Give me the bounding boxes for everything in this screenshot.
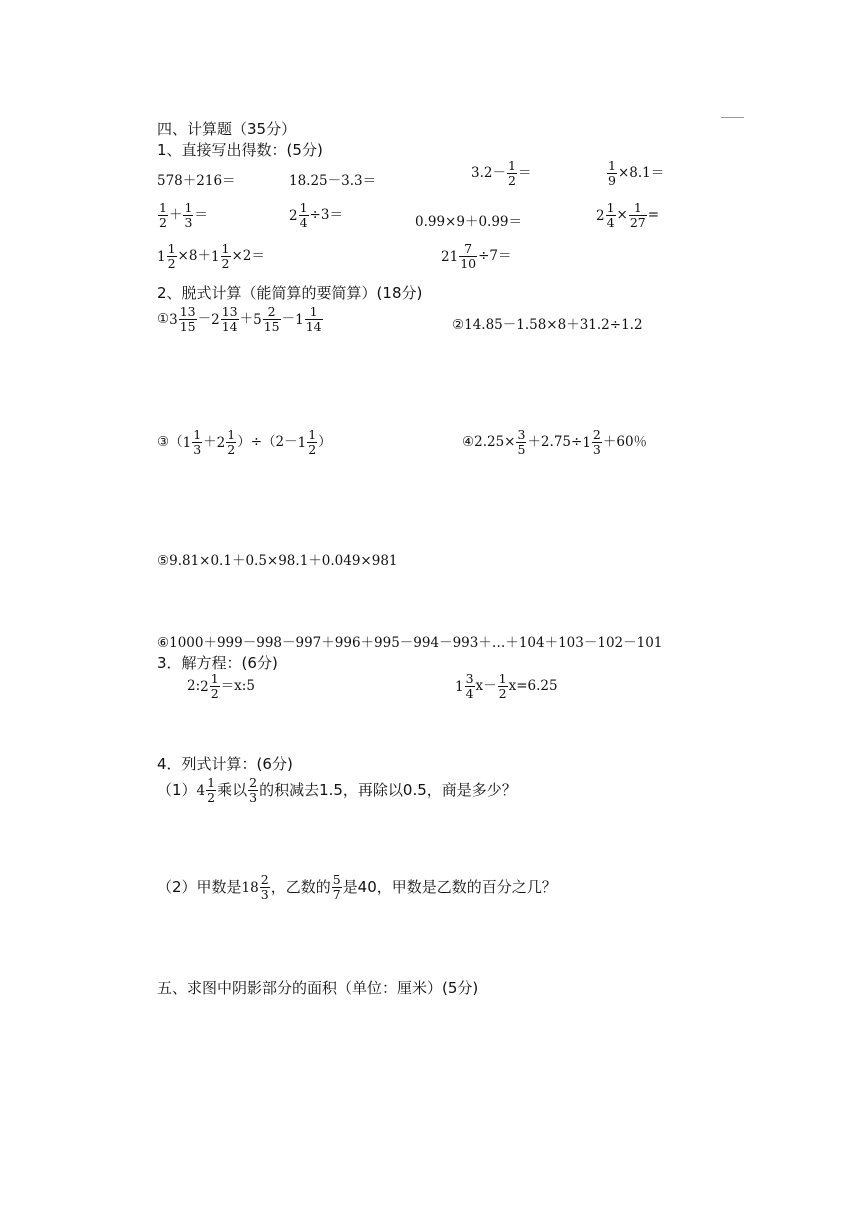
fraction: $\frac{3}{4}$ [465,671,474,701]
oral-item-10: 21 $\frac{7}{10}$ ÷7＝ [441,241,512,271]
problem-4: ④2.25× $\frac{3}{5}$ ＋2.75÷1 $\frac{2}{3}$ ＋60％ [462,427,648,457]
equation-2: 1 $\frac{3}{4}$ x－ $\frac{1}{2}$ x=6.25 [455,671,558,701]
oral-item-1: 578＋216＝ [157,173,236,189]
equation-1: 2:2 $\frac{1}{2}$ ＝x:5 [187,671,255,701]
problem-6: ⑥1000＋999－998－997＋996＋995－994－993＋…＋104＋103－102－101 [157,635,663,651]
section4-title: 四、计算题（35分） [157,120,297,138]
problem-1: ①3 $\frac{13}{15}$ －2 $\frac{13}{14}$ ＋5 $\frac{2}{15}$ －1 $\frac{1}{14}$ [157,304,322,334]
fraction: $\frac{1}{2}$ [221,241,230,271]
oral-item-9: 1 $\frac{1}{2}$ ×8＋1 $\frac{1}{2}$ ×2＝ [157,241,265,271]
oral-item-5: $\frac{1}{2}$ ＋ $\frac{1}{3}$ ＝ [159,200,208,230]
fraction: $\frac{1}{2}$ [227,427,236,457]
fraction: $\frac{1}{4}$ [606,200,615,230]
oral-item-3: 3.2－ $\frac{1}{2}$ ＝ [471,158,532,188]
fraction: $\frac{1}{14}$ [305,304,322,334]
fraction: $\frac{2}{3}$ [249,775,258,805]
word-problem-2: （2）甲数是18 $\frac{2}{3}$ ，乙数的 $\frac{5}{7}$ 是40，甲数是乙数的百分之几？ [157,872,557,902]
problem-3: ③（1 $\frac{1}{3}$ ＋2 $\frac{1}{2}$ ）÷（2－1 $\frac{1}{2}$ ） [157,427,332,457]
fraction: $\frac{2}{3}$ [592,427,601,457]
corner-mark [721,117,744,118]
oral-item-7: 0.99×9＋0.99＝ [415,214,523,230]
fraction: $\frac{2}{15}$ [263,304,280,334]
fraction: $\frac{1}{3}$ [184,200,193,230]
fraction: $\frac{1}{2}$ [210,671,219,701]
fraction: $\frac{13}{15}$ [179,304,196,334]
fraction: $\frac{1}{2}$ [507,158,516,188]
fraction: $\frac{1}{3}$ [193,427,202,457]
part1-title: 1、直接写出得数：(5分) [157,141,323,159]
fraction: $\frac{1}{4}$ [299,200,308,230]
word-problem-1: （1）4 $\frac{1}{2}$ 乘以 $\frac{2}{3}$ 的积减去1.5，再除以0.5，商是多少？ [157,775,517,805]
fraction: $\frac{1}{9}$ [608,158,616,188]
fraction: $\frac{7}{10}$ [460,241,477,271]
problem-2: ②14.85－1.58×8＋31.2÷1.2 [452,317,643,333]
fraction: $\frac{13}{14}$ [221,304,238,334]
fraction: $\frac{1}{2}$ [498,671,507,701]
fraction: $\frac{1}{2}$ [308,427,317,457]
part3-title: 3．解方程：(6分) [157,654,278,672]
section5-title: 五、求图中阴影部分的面积（单位：厘米）(5分) [157,979,479,997]
oral-item-2: 18.25－3.3＝ [289,173,377,189]
fraction: $\frac{5}{7}$ [332,872,341,902]
fraction: $\frac{1}{2}$ [167,241,176,271]
problem-5: ⑤9.81×0.1＋0.5×98.1＋0.049×981 [157,553,398,569]
fraction: $\frac{3}{5}$ [517,427,526,457]
oral-item-4: $\frac{1}{9}$ ×8.1＝ [608,158,665,188]
fraction: $\frac{1}{27}$ [629,200,646,230]
fraction: $\frac{2}{3}$ [260,872,269,902]
fraction: $\frac{1}{2}$ [207,775,216,805]
oral-item-6: 2 $\frac{1}{4}$ ÷3＝ [289,200,343,230]
fraction: $\frac{1}{2}$ [159,200,167,230]
part4-title: 4．列式计算：(6分) [157,755,293,773]
oral-item-8: 2 $\frac{1}{4}$ × $\frac{1}{27}$ = [596,200,660,230]
part2-title: 2、脱式计算（能简算的要简算）(18分) [157,284,423,302]
